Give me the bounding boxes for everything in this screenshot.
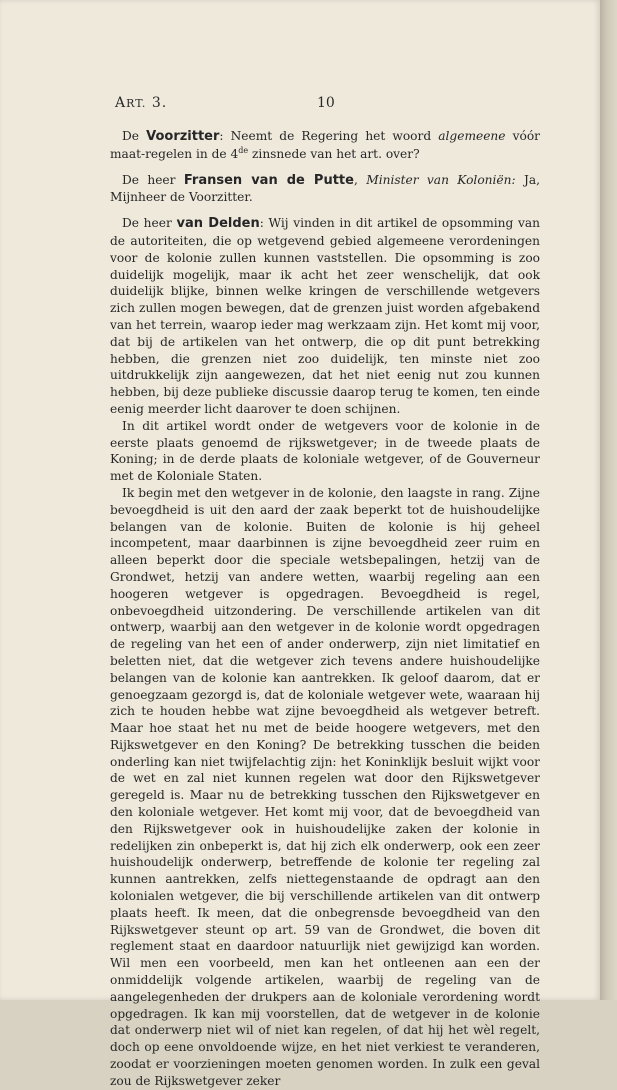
speaker-name: Voorzitter [146, 129, 220, 144]
body-text [110, 128, 540, 1090]
paragraph: Ik begin met den wetgever in de kolonie, den laagste in rang. Zijne bevoegdheid is uit den aard der zaak beperkt tot de huishoudelijke belangen van de kolonie. Buiten de kolonie is hij geheel incompetent, maar daarbinnen is zijne bevoegdheid zeer ruim en alleen beperkt door die speciale wetsbepalingen, hetzij van de Grondwet, hetzij van andere wetten, waarbij regeling aan een hoogeren wetgever is opgedragen. Bevoegdheid is regel, onbevoegdheid uitzondering. De verschillende artikelen van dit ontwerp, waarbij aan den wetgever in de kolonie wordt opgedragen de regeling van het een of ander onderwerp, zijn niet limitatief en beletten niet, dat die wetgever zich tevens andere huishoudelijke belangen van de kolonie kan aantrekken. Ik geloof daarom, dat er genoegzaam gezorgd is, dat de koloniale wetgever wete, waaraan hij zich te houden hebbe wat zijne bevoegdheid als wetgever betreft. Maar hoe staat het nu met de beide hoogere wetgevers, met den Rijkswetgever en den Koning? De betrekking tusschen die beiden onderling kan niet twijfelachtig zijn: het Koninklijk besluit wijkt voor de wet en zal niet kunnen regelen wat door den Rijkswetgever geregeld is. Maar nu de betrekking tusschen den Rijkswetgever en den koloniale wetgever. Het komt mij voor, dat de bevoegdheid van den Rijkswetgever ook in huishoudelijke zaken der kolonie in redelijken zin onbeperkt is, dat hij zich elk onderwerp, ook een zeer huishoudelijk onderwerp, betreffende de kolonie ter regeling zal kunnen aantrekken, zelfs niettegenstaande de opdragt aan den kolonialen wetgever, die bij verschillende artikelen van dit ontwerp plaats heeft. Ik meen, dat die onbegrensde bevoegdheid van den Rijkswetgever steunt op art. 59 van de Grondwet, die boven dit reglement staat en daardoor natuurlijk niet gewijzigd kan worden. Wil men een voorbeeld, men kan het ontleenen aan een der onmiddelijk volgende artikelen, waarbij de regeling van de aangelegenheden der drukpers aan de koloniale verordening wordt opgedragen. Ik kan mij voorstellen, dat de wetgever in de kolonie dat onderwerp niet wil of niet kan regelen, of dat hij het wèl regelt, doch op eene onvoldoende wijze, en het niet verkiest te veranderen, zoodat er voorzieningen moeten genomen worden. In zulk een geval zou de Rijkswetgever zeker [110, 485, 540, 1088]
paragraph-voorzitter: De Voorzitter: Neemt de Regering het woord algemeene vóór maat-regelen in de 4de zinsnede van het art. over? [110, 129, 541, 161]
speaker-title: Minister van Koloniën: [366, 172, 516, 187]
speaker-name: Fransen van de Putte [183, 172, 354, 188]
speaker-name: van Delden [176, 216, 260, 232]
paragraph-fransen: De heer Fransen van de Putte, Minister van Koloniën: Ja, Mijnheer de Voorzitter. [110, 172, 540, 205]
paragraph-van-delden: De heer van Delden: Wij vinden in dit artikel de opsomming van de autoriteiten, die op wetgevend gebied algemeene verordeningen voor de kolonie zullen kunnen vaststellen. Die opsomming is zoo duidelijk mogelijk, maar ik acht het zeer wenschelijk, dat ook duidelijk blijke, binnen welke kringen de verschillende wetgevers zich zullen mogen bewegen, dat de grenzen juist worden afgebakend van het terrein, waarop ieder mag werkzaam zijn. Het komt mij voor, dat bij de artikelen van het ontwerp, die op dit punt betrekking hebben, die grenzen niet zoo duidelijk, ten minste niet zoo uitdrukkelijk zijn aangewezen, dat het niet eenig nut zou kunnen hebben, bij deze publieke discussie daarop terug te komen, ten einde eenig meerder licht daarover te doen schijnen. [110, 216, 541, 416]
page-number: 10 [317, 95, 335, 111]
page-edge [600, 0, 617, 1000]
article-label: ART. 3. [115, 95, 168, 111]
running-header [115, 95, 545, 111]
paragraph: In dit artikel wordt onder de wetgevers voor de kolonie in de eerste plaats genoemd de rijkswetgever; in de tweede plaats de Koning; in de derde plaats de koloniale wetgever, of de Gouverneur met de Koloniale Staten. [110, 418, 540, 484]
